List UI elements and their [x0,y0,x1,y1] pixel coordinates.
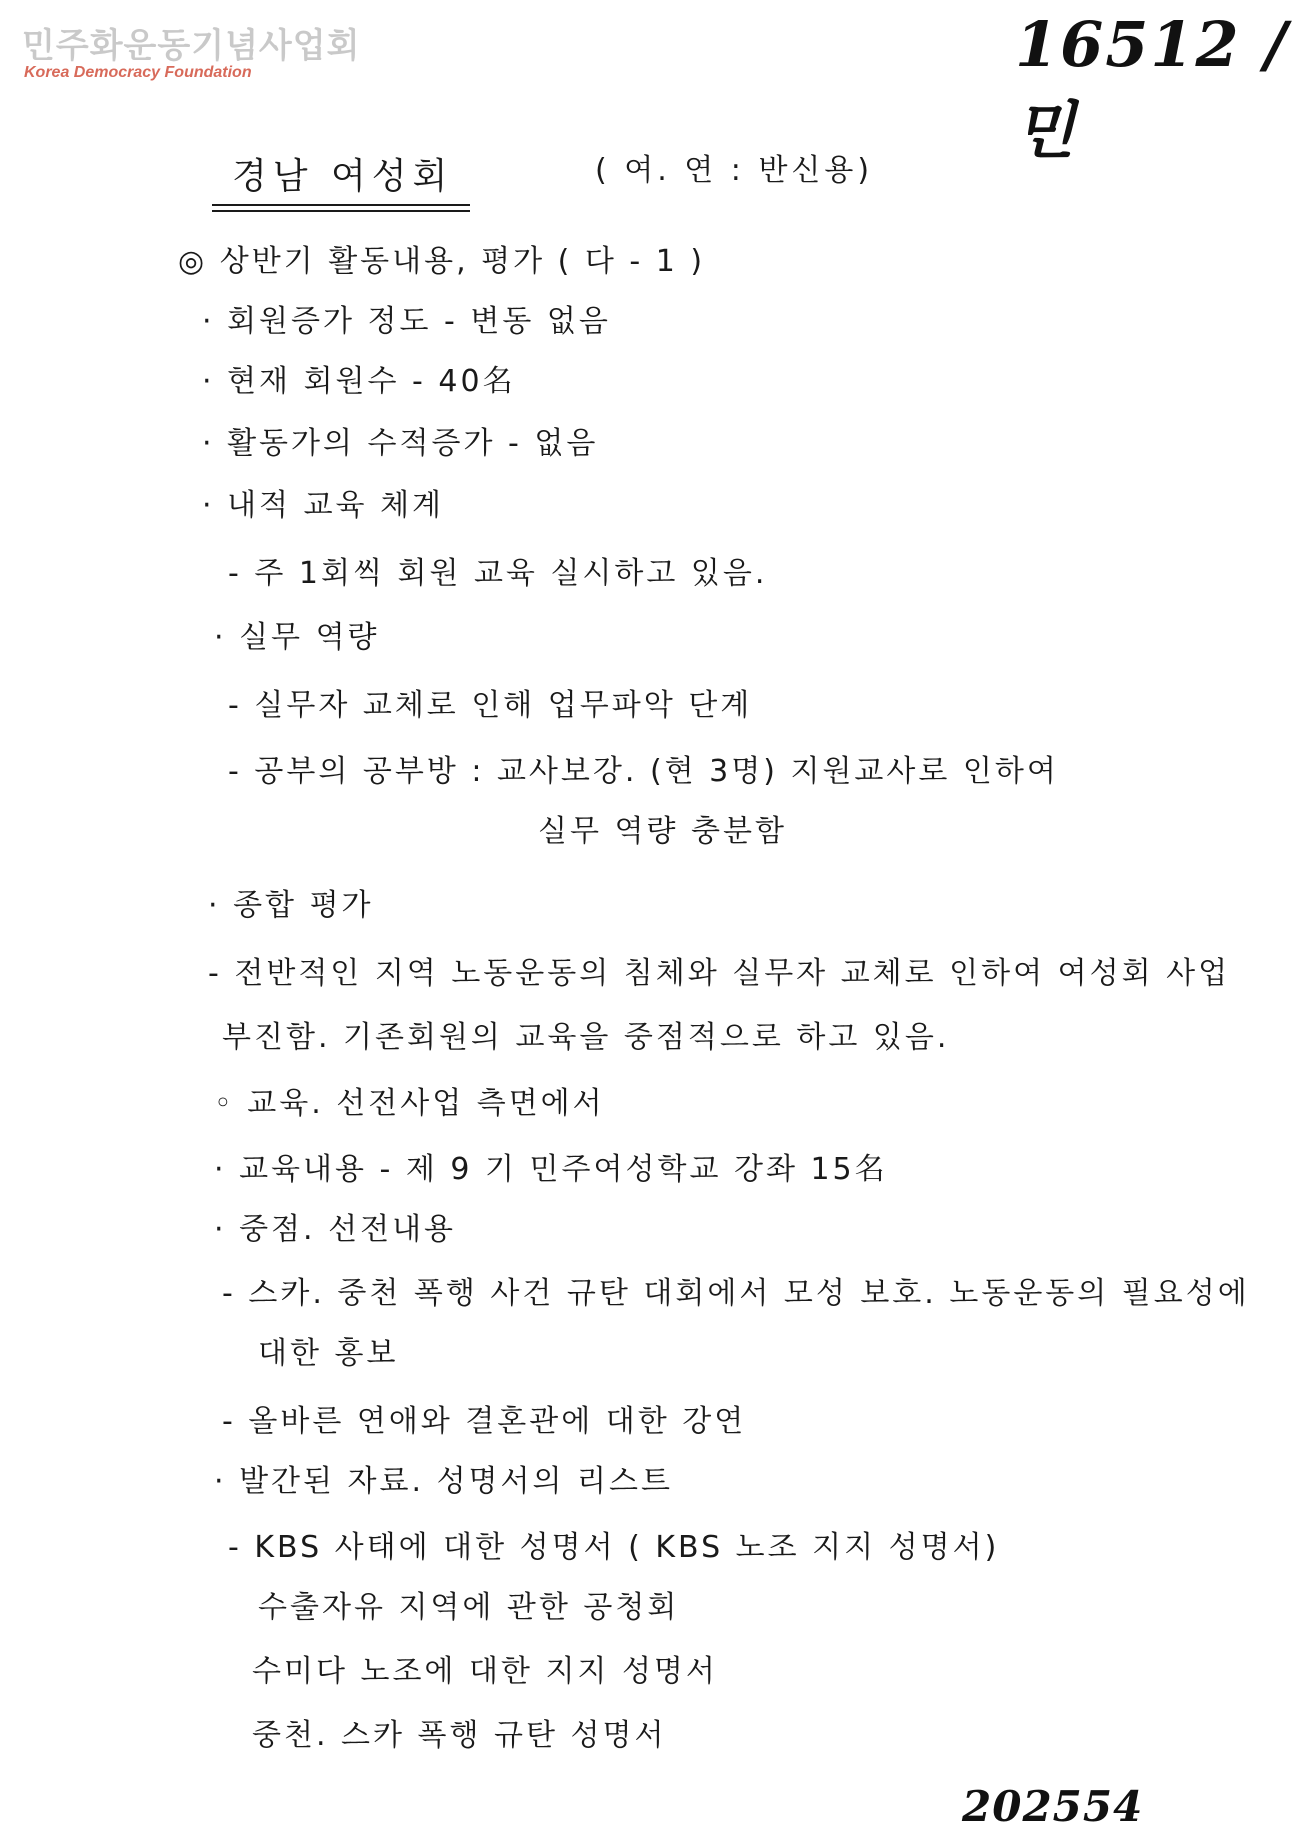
document-number: 16512 /민 [1015,8,1289,167]
text-line: - 공부의 공부방 : 교사보강. (현 3명) 지원교사로 인하여 [228,754,1059,789]
text-line: · 교육내용 - 제 9 기 민주여성학교 강좌 15名 [214,1152,888,1187]
watermark-org-english: Korea Democracy Foundation [24,64,252,81]
text-line: · 발간된 자료. 성명서의 리스트 [214,1464,673,1499]
title-underline-1 [212,204,470,206]
text-line: · 실무 역량 [214,620,380,655]
text-line: · 현재 회원수 - 40名 [202,364,516,399]
text-line: 실무 역량 충분함 [538,814,787,849]
text-line: - 스카. 중천 폭행 사건 규탄 대회에서 모성 보호. 노동운동의 필요성에 [222,1276,1250,1311]
text-line: · 종합 평가 [208,888,374,923]
title-note: ( 여. 연 : 반신용) [595,153,874,188]
text-line: · 내적 교육 체계 [202,488,445,523]
text-line: 부진함. 기존회원의 교육을 중점적으로 하고 있음. [222,1020,950,1055]
section-heading-activities: ◎ 상반기 활동내용, 평가 ( 다 - 1 ) [178,244,706,279]
text-line: 중천. 스카 폭행 규탄 성명서 [252,1718,667,1753]
footer-document-number: 202554 [962,1782,1144,1831]
text-line: · 활동가의 수적증가 - 없음 [202,426,599,461]
text-line: · 회원증가 정도 - 변동 없음 [202,304,611,339]
text-line: - 주 1회씩 회원 교육 실시하고 있음. [228,556,768,591]
text-line: 대한 홍보 [258,1336,399,1371]
document-title: 경남 여성회 [232,156,454,197]
text-line: - KBS 사태에 대한 성명서 ( KBS 노조 지지 성명서) [228,1530,1000,1565]
section-heading-education: ◦ 교육. 선전사업 측면에서 [214,1086,605,1121]
text-line: 수미다 노조에 대한 지지 성명서 [252,1654,718,1689]
text-line: - 실무자 교체로 인해 업무파악 단계 [228,688,753,723]
text-line: · 중점. 선전내용 [214,1212,457,1247]
text-line: - 전반적인 지역 노동운동의 침체와 실무자 교체로 인하여 여성회 사업 [208,956,1231,991]
watermark-org-korean: 민주화운동기념사업회 [22,26,361,66]
title-underline-2 [212,210,470,212]
text-line: - 올바른 연애와 결혼관에 대한 강연 [222,1404,747,1439]
text-line: 수출자유 지역에 관한 공청회 [258,1590,680,1625]
